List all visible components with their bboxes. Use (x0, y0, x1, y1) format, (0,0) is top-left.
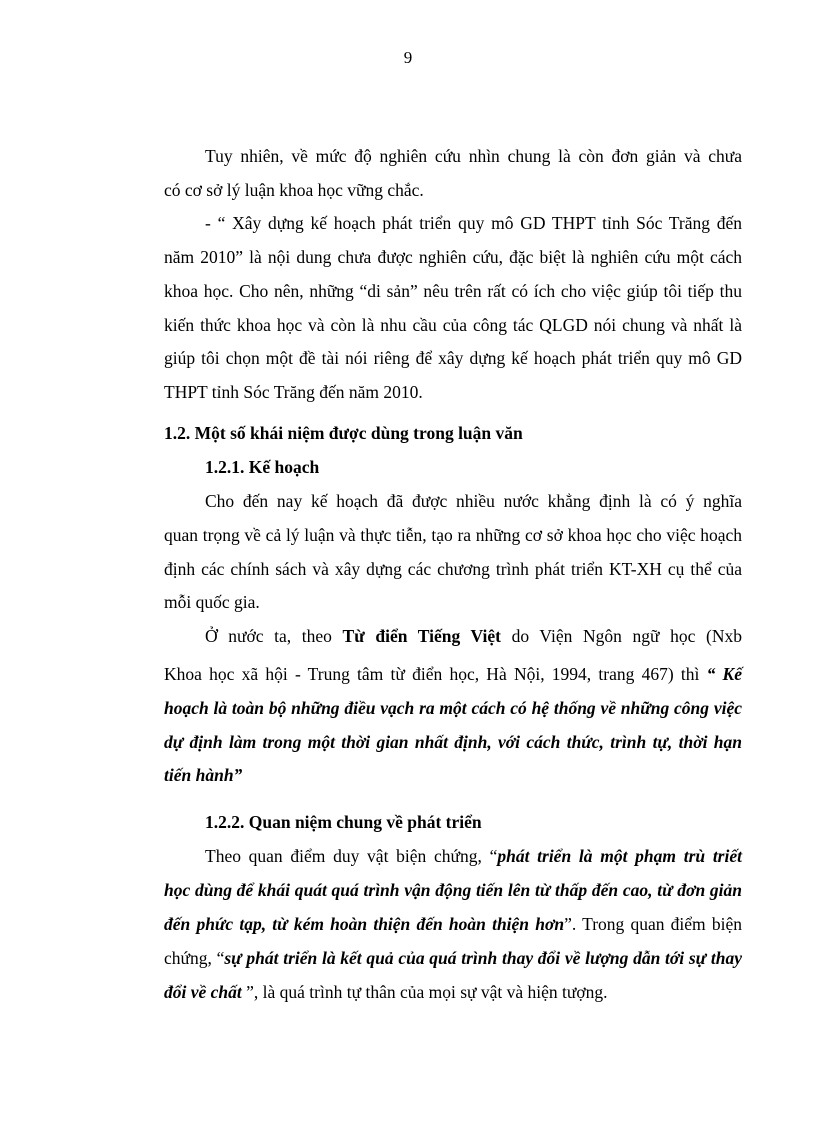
quote-line: học dùng để khái quát quá trình vận động tiến lên từ thấp đến cao, từ đơn giản (164, 880, 742, 900)
paragraph-line: đổi về chất ”, là quá trình tự thân của mọi sự vật và hiện tượng. (164, 982, 608, 1002)
paragraph-line: Cho đến nay kế hoạch đã được nhiều nước khẳng định là có ý nghĩa (205, 491, 742, 511)
paragraph-line: chứng, “sự phát triển là kết quả của quá trình thay đổi về lượng dẫn tới sự thay (164, 948, 742, 968)
quote-line: hoạch là toàn bộ những điều vạch ra một cách có hệ thống về những công việc (164, 698, 742, 718)
subsection-heading: 1.2.2. Quan niệm chung về phát triển (205, 812, 482, 832)
quote-text: “ Kế (706, 664, 742, 684)
paragraph-line: có cơ sở lý luận khoa học vững chắc. (164, 180, 424, 200)
paragraph-line: Ở nước ta, theo Từ điển Tiếng Việt do Viện Ngôn ngữ học (Nxb (205, 626, 742, 646)
paragraph-line: Tuy nhiên, về mức độ nghiên cứu nhìn chung là còn đơn giản và chưa (205, 146, 742, 166)
paragraph-line: khoa học. Cho nên, những “di sản” nêu trên rất có ích cho việc giúp tôi tiếp thu (164, 281, 742, 301)
dictionary-title: Từ điển Tiếng Việt (342, 626, 501, 646)
page-number: 9 (403, 48, 413, 67)
paragraph-line: kiến thức khoa học và còn là nhu cầu của công tác QLGD nói chung và nhất là (164, 315, 742, 335)
paragraph-line: - “ Xây dựng kế hoạch phát triển quy mô GD THPT tỉnh Sóc Trăng đến (205, 213, 742, 233)
section-heading: 1.2. Một số khái niệm được dùng trong luận văn (164, 423, 523, 443)
paragraph-line: đến phức tạp, từ kém hoàn thiện đến hoàn thiện hơn”. Trong quan điểm biện (164, 914, 742, 934)
paragraph-line: mỗi quốc gia. (164, 592, 260, 612)
quote-line: tiến hành” (164, 765, 243, 785)
paragraph-line: năm 2010” là nội dung chưa được nghiên cứu, đặc biệt là nghiên cứu một cách (164, 247, 742, 267)
paragraph-line: Theo quan điểm duy vật biện chứng, “phát triển là một phạm trù triết (205, 846, 742, 866)
quote-line: dự định làm trong một thời gian nhất định, với cách thức, trình tự, thời hạn (164, 732, 742, 752)
paragraph-line: giúp tôi chọn một đề tài nói riêng để xây dựng kế hoạch phát triển quy mô GD (164, 348, 742, 368)
subsection-heading: 1.2.1. Kế hoạch (205, 457, 320, 477)
paragraph-line: định các chính sách và xây dựng các chương trình phát triển KT-XH cụ thể của (164, 559, 742, 579)
paragraph-line: Khoa học xã hội - Trung tâm từ điển học, Hà Nội, 1994, trang 467) thì “ Kế (164, 664, 742, 684)
paragraph-line: quan trọng về cả lý luận và thực tiễn, tạo ra những cơ sở khoa học cho việc hoạch (164, 525, 742, 545)
paragraph-line: THPT tỉnh Sóc Trăng đến năm 2010. (164, 382, 423, 402)
